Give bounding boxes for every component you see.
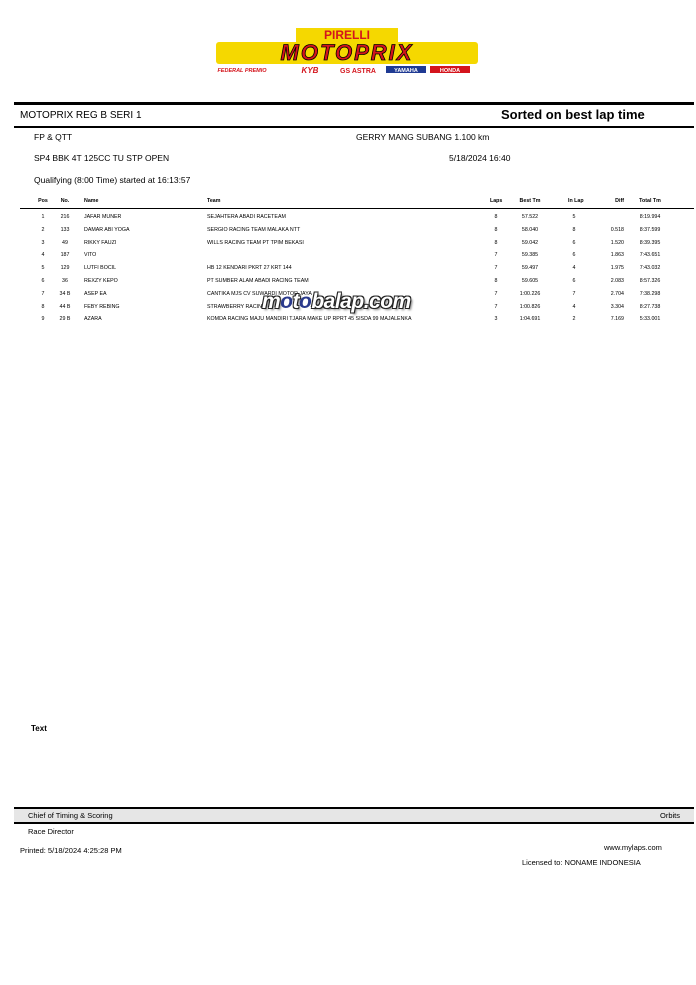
header-under-rule (14, 126, 694, 128)
footer-bottom-rule (14, 822, 694, 824)
cell-name: LUTFI BOCIL (84, 265, 117, 272)
cell-laps: 8 (494, 239, 498, 246)
watermark-part: o (280, 290, 293, 313)
cell-name: JAFAR MUNER (84, 214, 122, 220)
cell-pos: 6 (41, 278, 45, 284)
cell-team: SERGIO RACING TEAM MALAKA NTT (207, 226, 301, 233)
cell-inlap: 2 (572, 316, 576, 323)
col-diff: Diff (615, 198, 624, 204)
cell-no: 216 (60, 214, 70, 220)
pirelli-text: PIRELLI (323, 28, 371, 42)
table-row (20, 227, 696, 239)
cell-name: REXZY KEPO (84, 278, 118, 284)
cell-no: 29 B (59, 316, 71, 323)
cell-pos: 9 (41, 316, 45, 323)
track-info: GERRY MANG SUBANG 1.100 km (356, 132, 490, 142)
cell-diff: 1.975 (610, 265, 624, 272)
cell-team: WILLS RACING TEAM PT TPIM BEKASI (207, 239, 304, 246)
race-director-label: Race Director (28, 827, 74, 836)
col-inlap: In Lap (568, 198, 584, 204)
chief-of-timing-label: Chief of Timing & Scoring (28, 811, 113, 820)
watermark-part: t (292, 290, 300, 313)
cell-best: 59.385 (521, 252, 539, 259)
cell-no: 133 (60, 226, 70, 233)
cell-team: HB 12 KENDARI PKRT 27 KRT 144 (207, 265, 292, 272)
cell-diff: 3.304 (610, 303, 624, 310)
cell-total: 8:57.326 (639, 278, 661, 284)
session-type: FP & QTT (34, 132, 73, 142)
cell-pos: 8 (41, 303, 45, 310)
table-row (20, 265, 696, 277)
cell-best: 57.522 (521, 214, 539, 220)
cell-best: 59.605 (521, 278, 539, 284)
cell-pos: 5 (41, 265, 45, 272)
cell-team: KOMDA RACING MAJU MANDIRI TJARA MAKE UP RPRT 45 SISDA 99 MAJALENKA (207, 316, 412, 323)
cell-best: 1:04.691 (519, 316, 541, 323)
cell-laps: 8 (494, 214, 498, 220)
cell-diff: 0.518 (610, 226, 624, 233)
cell-laps: 8 (494, 278, 498, 284)
col-team: Team (207, 198, 221, 204)
table-row (20, 240, 696, 252)
cell-best: 59.042 (521, 239, 539, 246)
sponsor-gs-astra: GS ASTRA (340, 68, 376, 75)
text-label: Text (31, 724, 47, 733)
sponsor-honda: HONDA (439, 68, 461, 74)
cell-inlap: 6 (572, 252, 576, 259)
col-no: No. (60, 198, 70, 204)
table-header-rule (20, 208, 694, 209)
cell-total: 8:39.395 (639, 239, 661, 246)
cell-laps: 7 (494, 265, 498, 272)
col-laps: Laps (490, 198, 503, 204)
cell-name: RIKKY FAUZI (84, 239, 117, 246)
cell-best: 58.040 (521, 226, 539, 233)
table-row (20, 214, 696, 226)
cell-inlap: 7 (572, 290, 576, 297)
table-row (20, 316, 696, 328)
cell-laps: 7 (494, 303, 498, 310)
cell-inlap: 5 (572, 214, 576, 220)
col-total: Total Tm (639, 198, 661, 204)
footer-band (14, 809, 694, 822)
header-top-rule (14, 102, 694, 105)
cell-pos: 1 (41, 214, 45, 220)
orbits-label: Orbits (660, 811, 681, 820)
class-name: SP4 BBK 4T 125CC TU STP OPEN (34, 153, 170, 163)
cell-no: 44 B (59, 303, 71, 310)
motoprix-logo (216, 28, 478, 76)
cell-no: 129 (60, 265, 70, 272)
cell-total: 8:37.599 (639, 226, 661, 233)
table-row (20, 278, 696, 290)
cell-name: AZARA (84, 316, 102, 323)
cell-team: CANTIKA MJS CV SUWARDI MOTOR JAYA (207, 290, 312, 297)
cell-no: 34 B (59, 290, 71, 297)
cell-total: 7:38.298 (639, 290, 661, 297)
sponsor-kyb: KYB (301, 66, 319, 75)
cell-total: 8:19.994 (639, 214, 661, 220)
cell-no: 187 (60, 252, 70, 259)
cell-laps: 8 (494, 226, 498, 233)
cell-no: 36 (62, 278, 68, 284)
table-row (20, 252, 696, 264)
cell-best: 1:00.826 (519, 303, 541, 310)
cell-inlap: 4 (572, 303, 576, 310)
cell-name: VITO (84, 252, 97, 259)
sponsor-yamaha: YAMAHA (394, 68, 418, 74)
cell-laps: 7 (494, 252, 498, 259)
cell-name: FEBY REBING (84, 303, 120, 310)
cell-laps: 3 (494, 316, 498, 323)
cell-pos: 2 (41, 226, 45, 233)
cell-total: 7:43.032 (639, 265, 661, 272)
cell-diff: 2.704 (610, 290, 624, 297)
cell-total: 7:43.651 (639, 252, 661, 259)
motoprix-text: MOTOPRIX (280, 40, 414, 65)
cell-pos: 3 (41, 239, 45, 246)
cell-total: 5:33.001 (639, 316, 661, 323)
printed-timestamp: Printed: 5/18/2024 4:25:28 PM (20, 846, 122, 855)
cell-team: SEJAHTERA ABADI RACETEAM (207, 214, 286, 220)
cell-inlap: 8 (572, 226, 576, 233)
cell-team: STRAWBERRY RACING (207, 303, 267, 310)
cell-pos: 7 (41, 290, 45, 297)
cell-best: 59.497 (521, 265, 539, 272)
session-info: Qualifying (8:00 Time) started at 16:13:57 (34, 175, 191, 185)
motobalap-watermark (262, 290, 411, 314)
cell-diff: 1.520 (610, 239, 624, 246)
watermark-part: balap.com (311, 290, 411, 313)
watermark-part: m (262, 290, 281, 313)
col-name: Name (84, 198, 99, 204)
session-datetime: 5/18/2024 16:40 (449, 153, 511, 163)
cell-inlap: 4 (572, 265, 576, 272)
cell-pos: 4 (41, 252, 45, 259)
cell-diff: 2.083 (610, 278, 624, 284)
cell-inlap: 6 (572, 239, 576, 246)
cell-total: 8:27.738 (639, 303, 661, 310)
licensed-to: Licensed to: NONAME INDONESIA (522, 858, 641, 867)
sponsor-federal: FEDERAL PREMIO (217, 68, 267, 74)
event-title: MOTOPRIX REG B SERI 1 (20, 110, 142, 121)
cell-diff: 7.169 (610, 316, 624, 323)
cell-name: ASEP EA (84, 290, 107, 297)
cell-team: PT SUMBER ALAM ABADI RACING TEAM (207, 278, 309, 284)
sort-label: Sorted on best lap time (501, 107, 645, 122)
cell-laps: 7 (494, 290, 498, 297)
cell-best: 1:00.226 (519, 290, 541, 297)
col-best: Best Tm (519, 198, 541, 204)
cell-inlap: 6 (572, 278, 576, 284)
watermark-part: o (299, 290, 312, 313)
cell-diff: 1.863 (610, 252, 624, 259)
cell-no: 49 (62, 239, 68, 246)
mylaps-url[interactable]: www.mylaps.com (604, 843, 662, 852)
col-pos: Pos (38, 198, 48, 204)
cell-name: DAMAR ABI YOGA (84, 226, 130, 233)
